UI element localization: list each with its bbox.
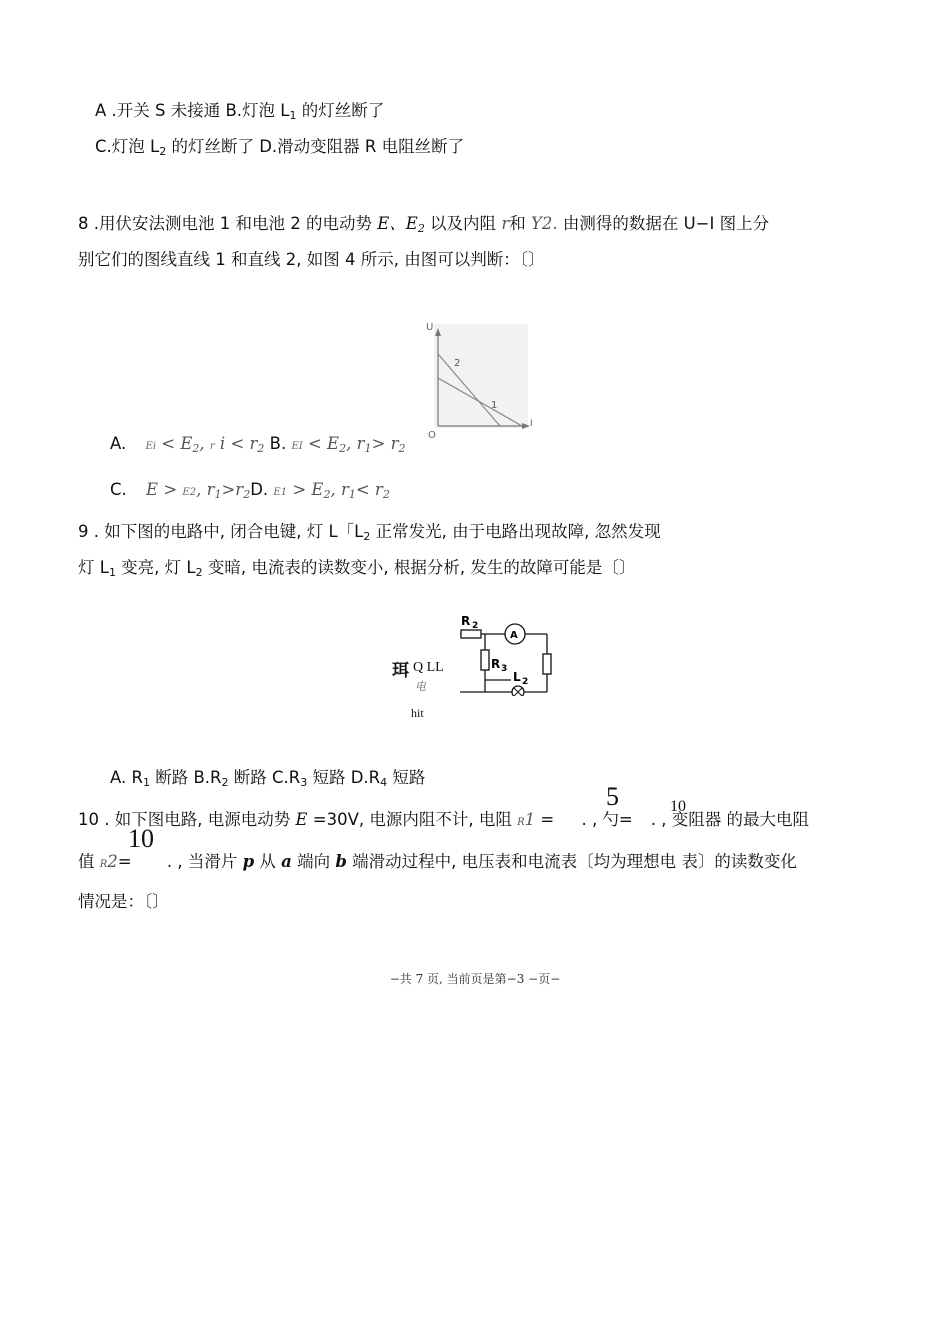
q8-line2: 别它们的图线直线 1 和直线 2, 如图 4 所示, 由图可以判断：〔〕 [78, 250, 545, 269]
q8-opt-c-e2: E [182, 487, 190, 498]
q9-circuit-hit-label: hit [411, 706, 424, 720]
graph-y-label: U [426, 322, 434, 333]
q8-opt-a-i-sub: 2 [257, 442, 265, 455]
q10-line3: 情况是：〔〕 [78, 892, 169, 911]
q10-line2-r: R [99, 859, 108, 870]
circuit-l2-sub: 2 [522, 677, 529, 687]
q8-opt-b-rest-sub: 2 [339, 442, 347, 455]
circuit-r3-label: R [491, 657, 501, 671]
circuit-l2-label: L [513, 670, 521, 684]
circuit-r2-label: R [461, 614, 471, 628]
q10-line1-e: E [295, 810, 308, 829]
q8-opt-c-label: C. [110, 480, 127, 499]
q9-opt-c-sub: 3 [300, 776, 308, 789]
q8-opt-c-tail-sub: 2 [243, 488, 251, 501]
q8-opt-d-tail-sub: 2 [382, 488, 390, 501]
q8-opt-a-rest-sub: 2 [192, 442, 200, 455]
q9-line1-b: 正常发光, 由于电路出现故障, 忽然发现 [370, 522, 661, 541]
q8-opt-d-rest: > E [287, 480, 324, 499]
q10-line2-d: 从 [254, 852, 282, 871]
q9-line1-sub: 2 [363, 530, 371, 543]
q7-opt-ab-tail: 的灯丝断了 [296, 101, 385, 120]
q8-line1-a: 8 .用伏安法测电池 1 和电池 2 的电动势 [78, 214, 378, 233]
q9-circuit-left-symbol: 珥 [392, 661, 409, 681]
q10-line2-f: 端滑动过程中, 电压表和电流表〔均为理想电 表〕的读数变化 [346, 852, 797, 871]
graph-x-label: I [530, 419, 533, 429]
q8-opt-a-e: E [145, 441, 153, 452]
q9-line1-a: 9 . 如下图的电路中, 闭合电键, 灯 L「L [78, 522, 364, 541]
q8-opt-a-r: , [199, 434, 210, 453]
q10-line1-e2: . , 变阻器 的最大电阻 [650, 810, 809, 829]
q9-options [110, 768, 425, 790]
page-footer: −共 7 页, 当前页是第−3 −页− [389, 972, 561, 986]
q10-line2-rb: 2 [107, 852, 118, 871]
q8-opt-b-rest: < E [302, 434, 340, 453]
q9-line2-sub2: 2 [195, 566, 203, 579]
q8-line1 [78, 214, 769, 236]
q8-opt-b-tail: > r [371, 434, 399, 453]
q10-line1-c: = [535, 810, 555, 829]
q8-opt-b-tail-sub: 2 [398, 442, 406, 455]
q10-line2-b2: b [335, 852, 347, 871]
q9-circuit-left-sub: 电 [415, 680, 426, 693]
q7-opt-cd-tail: 的灯丝断了 D.滑动变阻器 R 电阻丝断了 [166, 137, 465, 156]
q8-line1-r: r [501, 214, 510, 233]
q8-opt-d-e: E [273, 487, 281, 498]
q10-line2-e: 端向 [291, 852, 336, 871]
q8-opt-d-r: , r [330, 480, 349, 499]
q8-ui-graph [418, 318, 536, 442]
circuit-lamp-l2 [512, 686, 524, 696]
q8-line1-d: 由测得的数据在 U−I 图上分 [557, 214, 770, 233]
q8-opt-d-esub: 1 [280, 487, 288, 498]
q7-options-cd [95, 137, 464, 159]
q10-line1-d: . , 勺= [576, 810, 633, 829]
graph-line-2-label: 2 [454, 358, 461, 369]
q9-line1 [78, 522, 661, 544]
q8-opt-c-tail: >r [221, 480, 244, 499]
q10-fraction-10-small: 10 [670, 798, 686, 815]
q8-opt-d-label: D. [250, 480, 274, 499]
q8-options-cd [110, 480, 390, 503]
q9-line2-sub1: 1 [108, 566, 116, 579]
q8-opt-a-e-sub: i [152, 441, 157, 452]
graph-background [434, 324, 528, 428]
circuit-resistor-r3 [481, 650, 489, 670]
q8-opt-a-i: i < r [214, 434, 258, 453]
q10-line2-b: = [117, 852, 132, 871]
q8-opt-c-r-sub: 1 [214, 488, 222, 501]
q9-opt-d-sub: 4 [380, 776, 388, 789]
q8-line1-b: 以及内阻 [424, 214, 502, 233]
q8-line1-r2: Y2. [530, 214, 558, 233]
q9-opt-c: 断路 C.R [228, 768, 301, 787]
q10-line2-a2: a [281, 852, 292, 871]
circuit-ammeter-label: A [510, 630, 518, 641]
q9-circuit-diagram [455, 612, 565, 696]
q9-opt-a: A. R [110, 768, 143, 787]
q8-opt-b-esub: I [298, 441, 303, 452]
circuit-r2-sub: 2 [472, 621, 479, 631]
q9-line2-c: 变暗, 电流表的读数变小, 根据分析, 发生的故障可能是〔〕 [202, 558, 636, 577]
q8-opt-a-rest: < E [156, 434, 193, 453]
q8-opt-a-label: A. [110, 434, 127, 453]
q9-opt-b-sub: 2 [221, 776, 229, 789]
q10-line2-p: p [242, 852, 255, 871]
circuit-resistor-r2 [461, 630, 481, 638]
q8-opt-b-r-sub: 1 [364, 442, 372, 455]
q8-opt-c-r: , r [196, 480, 215, 499]
q8-opt-b-r: , r [346, 434, 365, 453]
circuit-resistor-right [543, 654, 551, 674]
circuit-r3-sub: 3 [501, 664, 508, 674]
q8-opt-b-label: B. [264, 434, 292, 453]
q9-circuit-left-label: Q LL [413, 660, 444, 675]
q10-fraction-5: 5 [606, 782, 619, 811]
q9-opt-d: 短路 D.R [307, 768, 381, 787]
q8-options-ab [110, 434, 405, 457]
q8-opt-d-rest-sub: 2 [323, 488, 331, 501]
q9-opt-a-sub: 1 [142, 776, 150, 789]
q7-opt-ab-text: A .开关 S 未接通 B.灯泡 L [95, 101, 290, 120]
q9-line2 [78, 558, 635, 580]
q9-line2-a: 灯 L [78, 558, 109, 577]
q8-line1-e-sub: 2 [417, 222, 425, 235]
q9-opt-b: 断路 B.R [149, 768, 222, 787]
q10-line1 [78, 810, 809, 833]
q10-line1-a: 10 . 如下图电路, 电源电动势 [78, 810, 296, 829]
q8-line1-e: E、E [377, 214, 418, 233]
q8-line1-c: 和 [509, 214, 531, 233]
q10-line1-r1: R [517, 817, 525, 828]
q7-opt-cd-sub: 2 [159, 145, 167, 158]
graph-line-1-label: 1 [491, 400, 498, 411]
q8-opt-d-tail: < r [355, 480, 383, 499]
q8-opt-c-e: E > [146, 480, 183, 499]
q7-opt-cd-text: C.灯泡 L [95, 137, 160, 156]
q10-line2-c: . , 当滑片 [161, 852, 243, 871]
q8-opt-c-e2sub: 2 [189, 487, 197, 498]
q7-options-ab [95, 101, 384, 123]
q10-line1-r1b: 1 [524, 810, 536, 829]
q8-opt-b-e: E [291, 441, 299, 452]
q10-fraction-10-big: 10 [128, 824, 154, 853]
q10-line1-b: =30V, 电源内阻不计, 电阻 [307, 810, 518, 829]
q10-line2-a: 值 [78, 852, 100, 871]
q8-opt-d-r-sub: 1 [348, 488, 356, 501]
q8-opt-a-rsm: r [209, 441, 215, 452]
q9-line2-b: 变亮, 灯 L [115, 558, 196, 577]
q7-opt-ab-sub: 1 [289, 109, 297, 122]
graph-origin-label: O [428, 430, 436, 441]
q9-opt-e: 短路 [387, 768, 426, 787]
q10-line2 [78, 852, 797, 875]
